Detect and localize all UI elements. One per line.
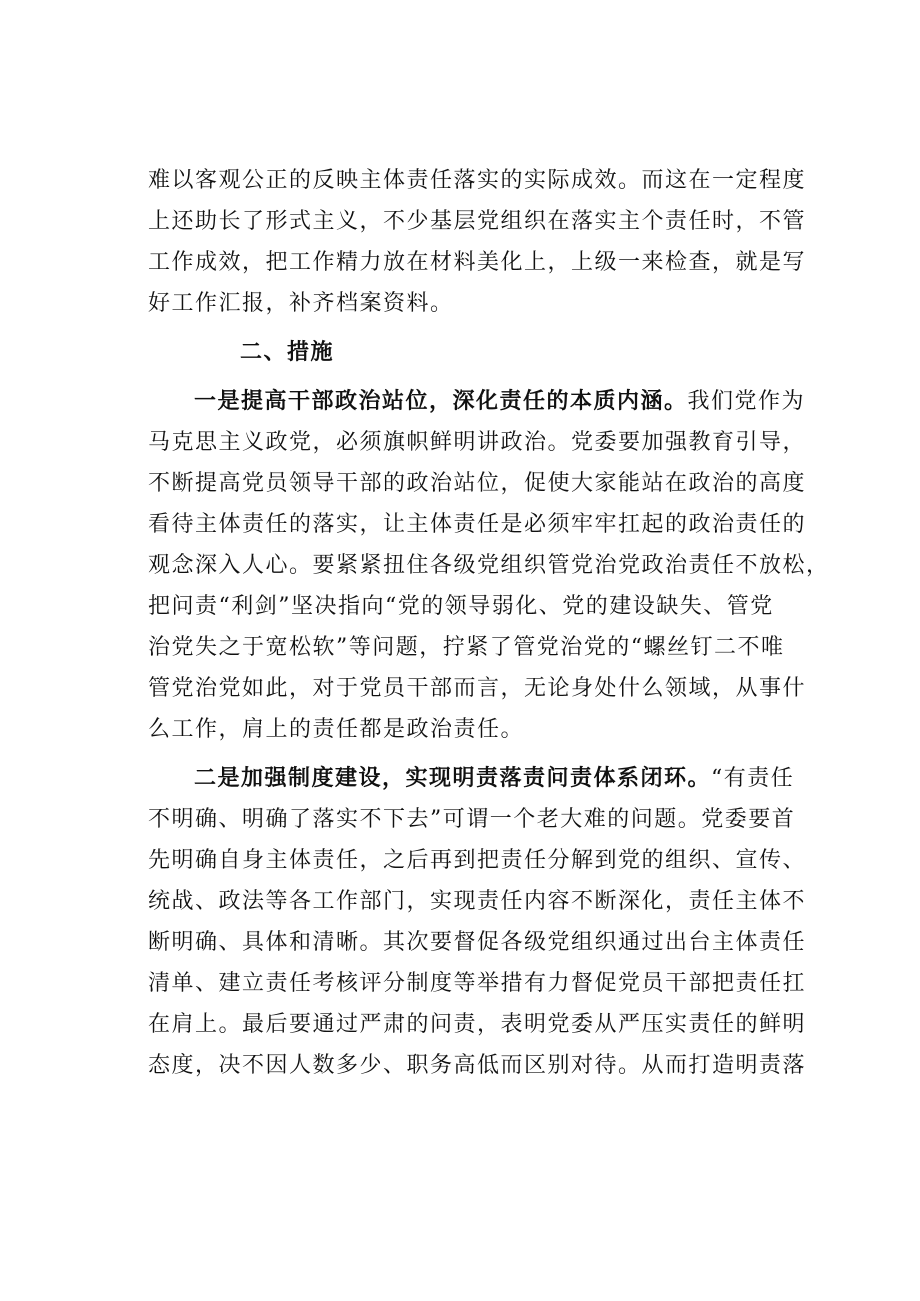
text-line: 治党失之于宽松软”等问题，拧紧了管党治党的“螺丝钉二不唯 bbox=[148, 635, 785, 660]
paragraph-first-line bbox=[148, 758, 804, 799]
text-line: 断明确、具体和清晰。其次要督促各级党组织通过出台主体责任 bbox=[148, 930, 807, 955]
lead-continuation: 我们党作为 bbox=[687, 389, 806, 414]
section-heading: 二、措施 bbox=[240, 340, 335, 365]
text-line: 不断提高党员领导干部的政治站位，促使大家能站在政治的高度 bbox=[148, 471, 807, 496]
bold-lead: 一是提高干部政治站位，深化责任的本质内涵。 bbox=[194, 389, 688, 414]
bold-lead: 二是加强制度建设，实现明责落责问责体系闭环。 bbox=[194, 766, 712, 791]
text-line: 先明确自身主体责任，之后再到把责任分解到党的组织、宣传、 bbox=[148, 848, 807, 873]
text-line: 好工作汇报，补齐档案资料。 bbox=[148, 291, 454, 316]
text-line: 马克思主义政党，必须旗帜鲜明讲政治。党委要加强教育引导， bbox=[148, 430, 807, 455]
paragraph-first-line bbox=[148, 381, 804, 422]
measure-paragraph-2 bbox=[148, 758, 807, 1086]
text-line: 难以客观公正的反映主体责任落实的实际成效。而这在一定程度 bbox=[148, 168, 807, 193]
text-line: 么工作，肩上的责任都是政治责任。 bbox=[148, 717, 525, 742]
text-line: 统战、政法等各工作部门，实现责任内容不断深化，责任主体不 bbox=[148, 889, 807, 914]
text-line: 上还助长了形式主义，不少基层党组织在落实主个责任时，不管 bbox=[148, 209, 807, 234]
text-line: 管党治党如此，对于党员干部而言，无论身处什么领域，从事什 bbox=[148, 676, 807, 701]
text-line: 工作成效，把工作精力放在材料美化上，上级一来检查，就是写 bbox=[148, 250, 807, 275]
text-line: 态度，决不因人数多少、职务高低而区别对待。从而打造明责落 bbox=[148, 1053, 807, 1078]
text-line: 观念深入人心。要紧紧扭住各级党组织管党治党政治责任不放松， bbox=[148, 553, 830, 578]
text-line: 看待主体责任的落实，让主体责任是必须牢牢扛起的政治责任的 bbox=[148, 512, 807, 537]
measure-paragraph-1 bbox=[148, 381, 830, 750]
document-body bbox=[148, 160, 830, 1086]
text-line: 清单、建立责任考核评分制度等举措有力督促党员干部把责任扛 bbox=[148, 971, 807, 996]
lead-continuation: “有责任 bbox=[711, 766, 795, 791]
continuation-paragraph bbox=[148, 160, 807, 324]
text-line: 在肩上。最后要通过严肃的问责，表明党委从严压实责任的鲜明 bbox=[148, 1012, 807, 1037]
text-line: 不明确、明确了落实不下去”可谓一个老大难的问题。党委要首 bbox=[148, 807, 796, 832]
text-line: 把问责“利剑”坚决指向“党的领导弱化、党的建设缺失、管党 bbox=[148, 594, 774, 619]
